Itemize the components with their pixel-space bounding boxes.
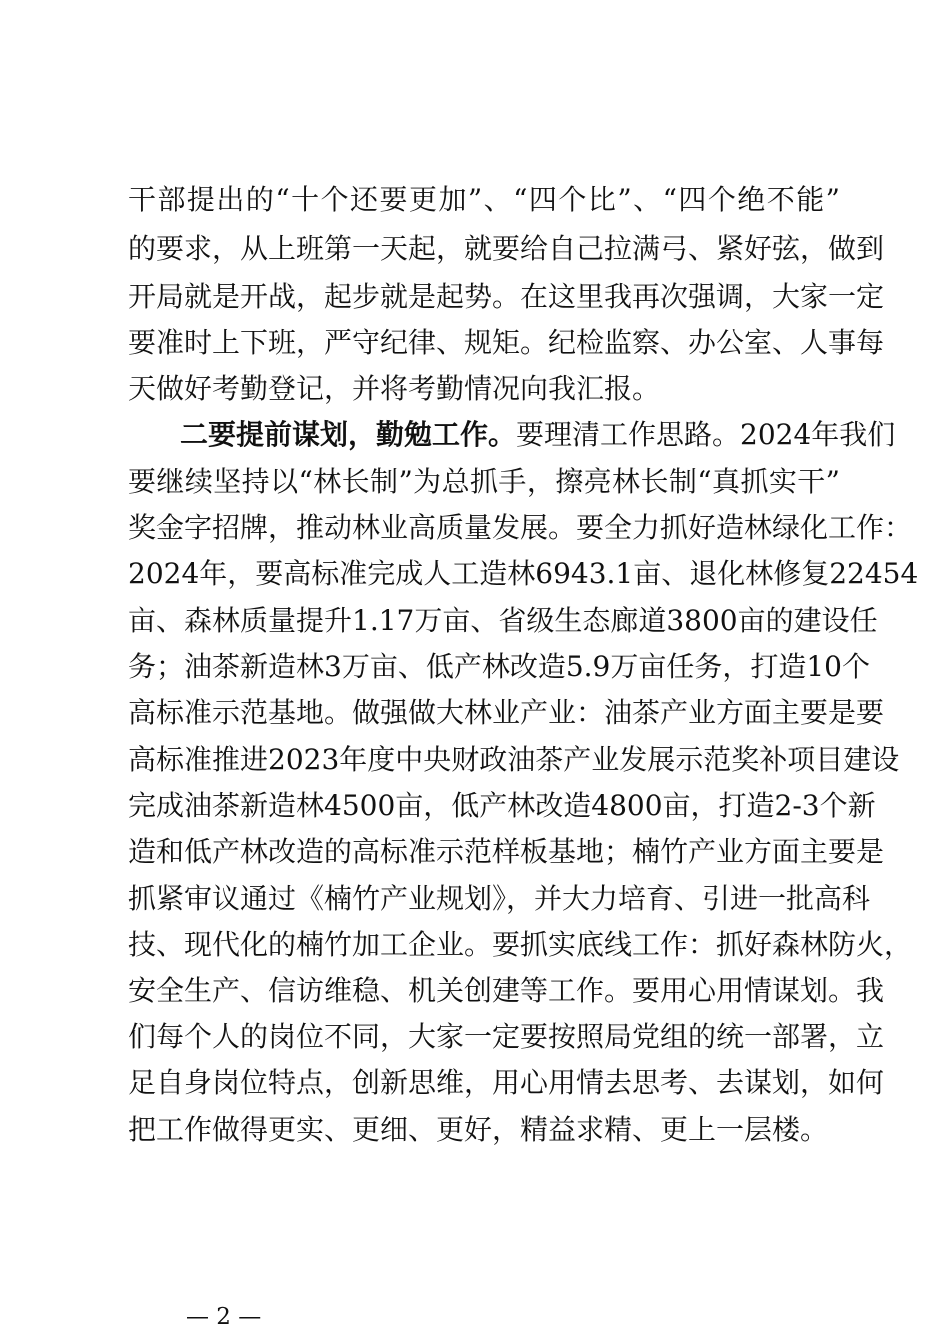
section-heading: 二要提前谋划，勤勉工作。 [180,418,517,451]
body-line: 的要求，从上班第一天起，就要给自己拉满弓、紧好弦，做到 [128,232,885,265]
body-line: 完成油茶新造林4500亩，低产林改造4800亩，打造2-3个新 [128,789,876,822]
body-line: 要继续坚持以“林长制”为总抓手，擦亮林长制“真抓实干” [128,465,840,498]
body-line: 把工作做得更实、更细、更好，精益求精、更上一层楼。 [128,1113,829,1146]
body-line: 奖金字招牌，推动林业高质量发展。要全力抓好造林绿化工作： [128,511,913,544]
section-paragraph-first-line [180,412,896,458]
body-line: 开局就是开战，起步就是起势。在这里我再次强调，大家一定 [128,280,885,313]
body-line: 天做好考勤登记，并将考勤情况向我汇报。 [128,372,661,405]
body-line: 造和低产林改造的高标准示范样板基地；楠竹产业方面主要是 [128,835,885,868]
body-line: 安全生产、信访维稳、机关创建等工作。要用心用情谋划。我 [128,974,885,1007]
body-line: 要准时上下班，严守纪律、规矩。纪检监察、办公室、人事每 [128,326,885,359]
body-line: 2024年，要高标准完成人工造林6943.1亩、退化林修复22454 [128,557,919,590]
body-line: 足自身岗位特点，创新思维，用心用情去思考、去谋划，如何 [128,1066,885,1099]
body-line: 技、现代化的楠竹加工企业。要抓实底线工作：抓好森林防火， [128,928,913,961]
body-line: 们每个人的岗位不同，大家一定要按照局党组的统一部署，立 [128,1020,885,1053]
page-number: — 2 — [186,1304,262,1330]
body-text: 要理清工作思路。2024年我们 [516,418,896,451]
body-line: 亩、森林质量提升1.17万亩、省级生态廊道3800亩的建设任 [128,604,878,637]
body-line: 高标准示范基地。做强做大林业产业：油茶产业方面主要是要 [128,696,885,729]
body-line: 高标准推进2023年度中央财政油茶产业发展示范奖补项目建设 [128,743,900,776]
body-line: 务；油茶新造林3万亩、低产林改造5.9万亩任务，打造10个 [128,650,870,683]
body-line: 干部提出的“十个还要更加”、“四个比”、“四个绝不能” [128,183,840,216]
body-line: 抓紧审议通过《楠竹产业规划》，并大力培育、引进一批高科 [128,882,871,915]
